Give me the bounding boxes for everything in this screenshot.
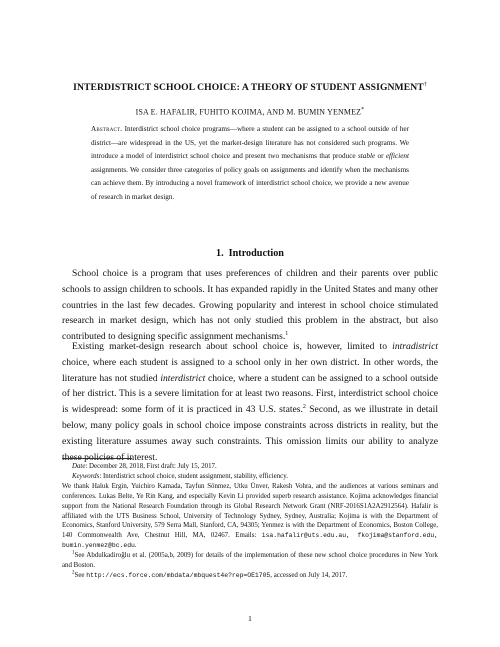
footnote-text: See [74, 571, 85, 579]
footnote-marker: 1 [285, 331, 289, 337]
footnote-text: See Abdulkadiroğlu et al. (2005a,b, 2009) for details of the implementation of these new school choice procedures in New York and Boston. [62, 552, 438, 570]
footnote-keywords [62, 472, 438, 482]
footnote-thanks [62, 482, 438, 551]
email-addresses: isa.hafalir@uts.edu.au, fkojima@stanford.edu, bumin.yenmez@bc.edu [62, 532, 438, 550]
paragraph-text: Existing market-design research about school choice is, however, limited to [72, 341, 387, 352]
abstract-text: or [377, 152, 384, 161]
abstract-text: assignments. We consider three categories of policy goals on assignments and identify when the mechanisms can achieve them. By introducing a novel framework of interdistrict school choice, we provide a new avenue of research in market design. [91, 165, 409, 201]
author-list [0, 107, 500, 117]
page-number: 1 [248, 614, 252, 623]
authors-text: ISA E. HAFALIR, FUHITO KOJIMA, AND M. BUMIN YENMEZ [135, 107, 362, 117]
paragraph-emphasis: interdistrict [160, 372, 206, 384]
footnote-1 [62, 551, 438, 571]
footnote-number: 1 [72, 550, 75, 556]
footnote-2 [62, 571, 438, 581]
footnote-text: , accessed on July 14, 2017. [270, 571, 348, 579]
footnotes [62, 462, 438, 581]
paragraph-emphasis: intradistrict [392, 341, 438, 352]
paragraph-text: Second, as we illustrate in detail below, many policy goals in school choice impose constraints across districts in reality, but the existing literature assumes away such constraints. This omission limits our ability to analyze these policies of interest. [62, 404, 438, 463]
authors-footnote-mark: * [361, 107, 365, 113]
thanks-text: We thank Haluk Ergin, Yuichiro Kamada, Tayfun Sönmez, Utku Ünver, Rakesh Vohra, and the audiences at various seminars and conferences. Lukas Belte, Ye Rin Kang, and especially Kevin Li provided superb research assistance. Kojima acknowledges financial support from the National Research Foundation through its Global Research Network Grant (NRF-2016S1A2A2912564). Hafalir is affiliated with the UTS Business School, University of Technology Sydney, Sydney, Australia; Kojima is with the Department of Economics, Stanford University, 579 Serra Mall, Stanford, CA, 94305; Yenmez is with the Department of Economics, Boston College, 140 Commonwealth Ave, Chestnut Hill, MA, 02467. Emails: [62, 482, 438, 540]
paper-title [0, 82, 500, 93]
abstract [91, 123, 409, 205]
thanks-end: . [134, 542, 137, 550]
footnote-date [62, 462, 438, 472]
paragraph-text: choice, where a student can be assigned to a school outside of her district. This is a severe limitation for at least two reasons. First, interdistrict school choice is widespread: some form of it is practiced in 43 U.S. states. [62, 372, 438, 416]
date-label: Date [72, 463, 86, 470]
footnote-number: 2 [72, 570, 75, 576]
section-number: 1. [216, 248, 224, 259]
abstract-text: Interdistrict school choice programs—where a student can be assigned to a school outside of her district—are widespread in the US, yet the market-design literature has not considered such programs. We introduce a model of interdistrict school choice and present two mechanisms that produce [91, 125, 409, 161]
abstract-emphasis: efficient [385, 152, 410, 161]
abstract-emphasis: stable [357, 152, 376, 161]
footnote-url[interactable]: http://ecs.force.com/mbdata/mbquest4e?rep=OE1705 [86, 571, 271, 579]
title-text: INTERDISTRICT SCHOOL CHOICE: A THEORY OF STUDENT ASSIGNMENT [73, 82, 424, 94]
section-title: Introduction [228, 248, 284, 259]
section-heading [0, 248, 500, 259]
body-paragraph [62, 266, 438, 345]
date-text: : December 28, 2018, First draft: July 15, 2017. [85, 463, 217, 470]
body-paragraph [62, 339, 438, 465]
title-footnote-mark: † [423, 82, 427, 88]
footnote-marker: 2 [302, 404, 306, 410]
paragraph-text: School choice is a program that uses preferences of children and their parents over public schools to assign children to schools. It has expanded rapidly in the United States and many other countries in the last few decades. Growing popularity and interest in school choice stimulated research in market design, which has not only studied this problem in the abstract, but also contributed to designing specific assignment mechanisms. [62, 268, 438, 343]
keywords-text: : Interdistrict school choice, student assignment, stability, efficiency. [99, 472, 288, 480]
paragraph-text: choice, where each student is assigned to a school only in her own district. In other words, the literature has not studied [62, 356, 438, 384]
footnote-rule [62, 458, 132, 459]
keywords-label: Keywords [72, 472, 100, 480]
abstract-heading: Abstract. [91, 125, 123, 133]
